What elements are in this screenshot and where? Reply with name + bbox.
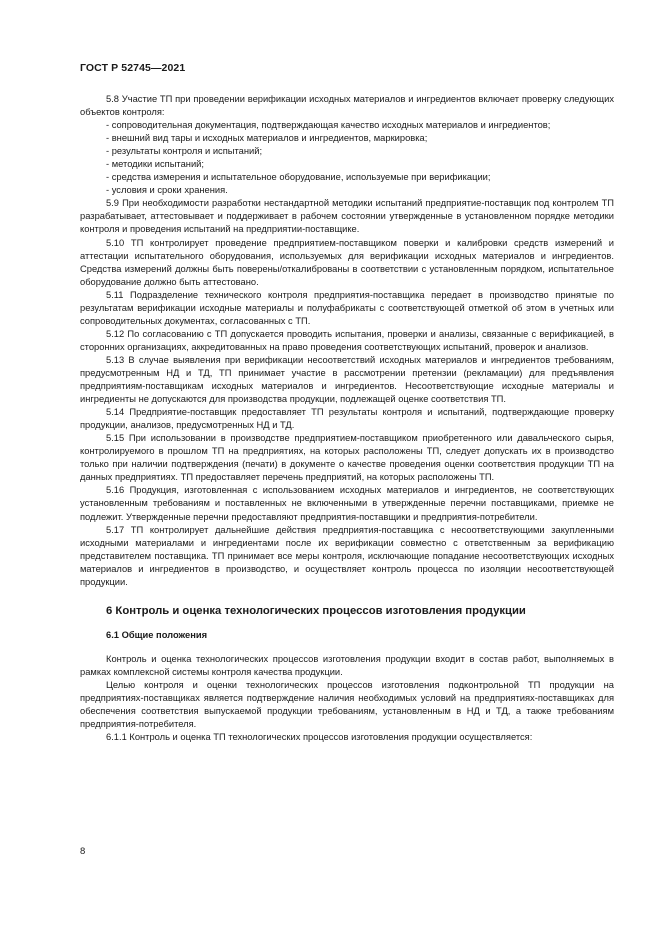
document-body <box>80 93 614 744</box>
paragraph: Контроль и оценка технологических процессов изготовления продукции входит в состав работ, выполняемых в рамках комплексной системы контроля качества продукции. <box>80 653 614 677</box>
list-item: - результаты контроля и испытаний; <box>106 146 263 157</box>
document-header: ГОСТ Р 52745—2021 <box>80 62 186 74</box>
list-item: - средства измерения и испытательное оборудование, используемые при верификации; <box>106 172 491 183</box>
paragraph: 5.10 ТП контролирует проведение предприятием-поставщиком поверки и калибровки средств измерений и аттестации испытательного оборудования, используемых для верификации исходных материалов и ингредиентов. Средства измерений должны быть поверены/откалиброваны в соответствии с установленным порядком, испытательное оборудование должно быть аттестовано. <box>80 237 614 287</box>
paragraph: 5.11 Подразделение технического контроля предприятия-поставщика передает в производство принятые по результатам верификации исходные материалы и полуфабрикаты с соответствующей отметкой об этом в учетных или сопроводительных документах, согласованных с ТП. <box>80 289 614 326</box>
paragraph: 5.17 ТП контролирует дальнейшие действия предприятия-поставщика с несоответствующими закупленными исходными материалами и ингредиентами после их верификации совместно с ответственным за верификацию представителем поставщика. ТП принимает все меры контроля, исключающие попадание несоответствующих исходных материалов и ингредиентов в производство, и осуществляет контроль процесса по изоляции несоответствующей продукции. <box>80 524 614 587</box>
paragraph: 5.14 Предприятие-поставщик предоставляет ТП результаты контроля и испытаний, подтверждающие проверку продукции, анализов, предусмотренных НД и ТД. <box>80 407 614 431</box>
paragraph: 5.8 Участие ТП при проведении верификации исходных материалов и ингредиентов включает проверку следующих объектов контроля: <box>80 94 614 118</box>
paragraph: 5.16 Продукция, изготовленная с использованием исходных материалов и ингредиентов, не соответствующих установленным требованиям и поставленных не включенными в утвержденные перечни поставщиками, приемке не подлежит. Утвержденные перечни предоставляют предприятия-поставщики и предприятия-потребители. <box>80 485 614 522</box>
list-item: - условия и сроки хранения. <box>106 185 228 196</box>
paragraph: 5.13 В случае выявления при верификации несоответствий исходных материалов и ингредиентов требованиям, предусмотренным НД и ТД, ТП принимает участие в рассмотрении претензии (рекламации) для предъявления предприятиям-поставщикам исходных материалов и ингредиентов. Несоответствующие исходные материалы и ингредиенты не допускаются для производства продукции, подлежащей оценке соответствия ТП. <box>80 354 614 405</box>
paragraph: 5.15 При использовании в производстве предприятием-поставщиком приобретенного или давальческого сырья, контролируемого в прошлом ТП на предприятиях, на которых расположены ТП, следует допускать их в производство только при наличии подтверждения (печати) в документе о качестве проведения оценки соответствия продукции ТП на данных предприятиях. ТП предоставляет перечень предприятий, на которых расположены ТП. <box>80 433 614 483</box>
paragraph: 5.9 При необходимости разработки нестандартной методики испытаний предприятие-поставщик под контролем ТП разрабатывает, аттестовывает и поддерживает в рабочем состоянии утвержденные в установленном порядке методики контроля и проведения испытаний на предприятии-поставщике. <box>80 198 614 235</box>
paragraph: Целью контроля и оценки технологических процессов изготовления подконтрольной ТП продукции на предприятиях-поставщиках является подтверждение наличия необходимых условий на предприятиях-поставщиках для обеспечения соответствия выпускаемой продукции требованиям, установленным в НД и ТД, а также требованиям предприятия-потребителя. <box>80 679 614 730</box>
paragraph: 6.1.1 Контроль и оценка ТП технологических процессов изготовления продукции осуществляется: <box>106 732 533 743</box>
list-item: - методики испытаний; <box>106 159 204 170</box>
list-item: - внешний вид тары и исходных материалов и ингредиентов, маркировка; <box>106 133 428 144</box>
section-heading: 6 Контроль и оценка технологических процессов изготовления продукции <box>106 604 526 617</box>
paragraph: 5.12 По согласованию с ТП допускается проводить испытания, проверки и анализы, связанные с верификацией, в сторонних организациях, аккредитованных на право проведения соответствующих испытаний, проверок и анализов. <box>80 328 614 352</box>
list-item: - сопроводительная документация, подтверждающая качество исходных материалов и ингредиентов; <box>106 120 551 131</box>
page-number: 8 <box>80 846 86 857</box>
subsection-heading: 6.1 Общие положения <box>106 629 208 640</box>
